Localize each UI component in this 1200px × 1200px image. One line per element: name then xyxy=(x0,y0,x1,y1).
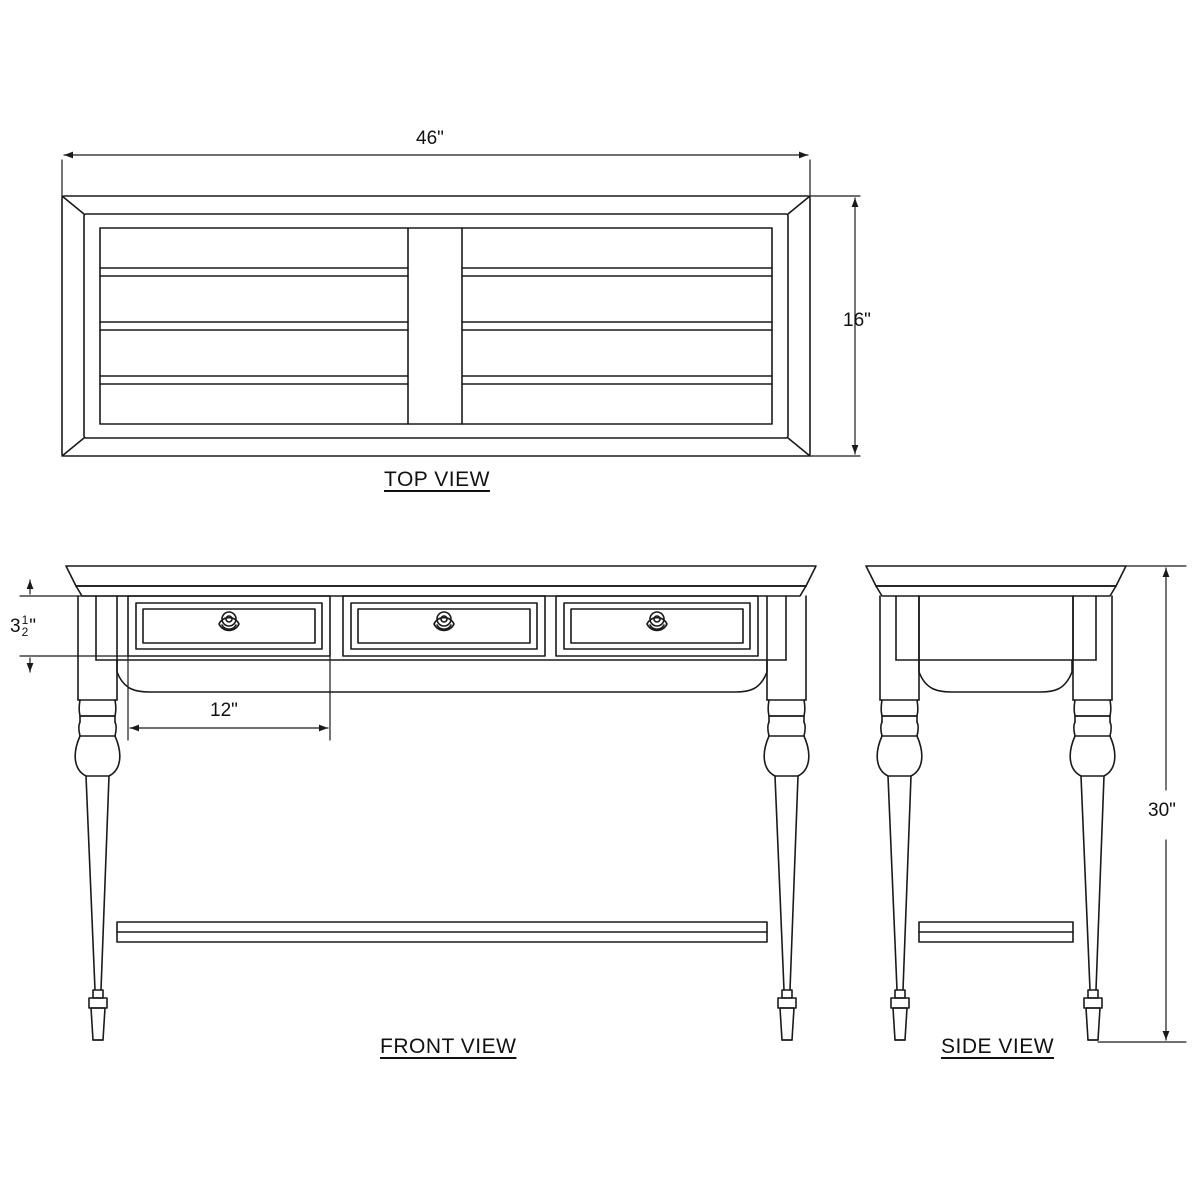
dimension-drawer-height xyxy=(20,580,128,672)
front-right-leg xyxy=(764,596,809,1040)
dimension-width-overall xyxy=(62,155,810,196)
dimension-label-drawer-width: 12" xyxy=(210,700,238,721)
dimension-label-drawer-height xyxy=(10,615,36,639)
drawer-pull xyxy=(434,612,454,630)
view-label-top: TOP VIEW xyxy=(384,468,490,491)
side-left-leg xyxy=(877,596,922,1040)
top-view-geometry xyxy=(62,196,810,456)
side-view-geometry xyxy=(866,566,1126,1040)
drawer-height-whole: 3 xyxy=(10,616,21,637)
drawer-pull xyxy=(647,612,667,630)
dimension-drawer-width xyxy=(128,656,330,740)
dimension-label-height-overall: 30" xyxy=(1148,800,1176,821)
dimension-label-width-overall: 46" xyxy=(416,128,444,149)
drawer-height-denominator: 2 xyxy=(21,625,29,639)
side-right-leg xyxy=(1070,596,1115,1040)
view-label-side: SIDE VIEW xyxy=(941,1035,1055,1058)
view-label-front: FRONT VIEW xyxy=(380,1035,517,1058)
drawer-height-fraction xyxy=(22,614,29,638)
drawer-pull xyxy=(219,612,239,630)
front-left-leg xyxy=(75,596,120,1040)
drawer-height-numerator: 1 xyxy=(21,613,29,627)
front-view-geometry xyxy=(66,566,816,1040)
dimension-label-depth-overall: 16" xyxy=(843,310,871,331)
drawer-height-unit: " xyxy=(29,616,37,637)
